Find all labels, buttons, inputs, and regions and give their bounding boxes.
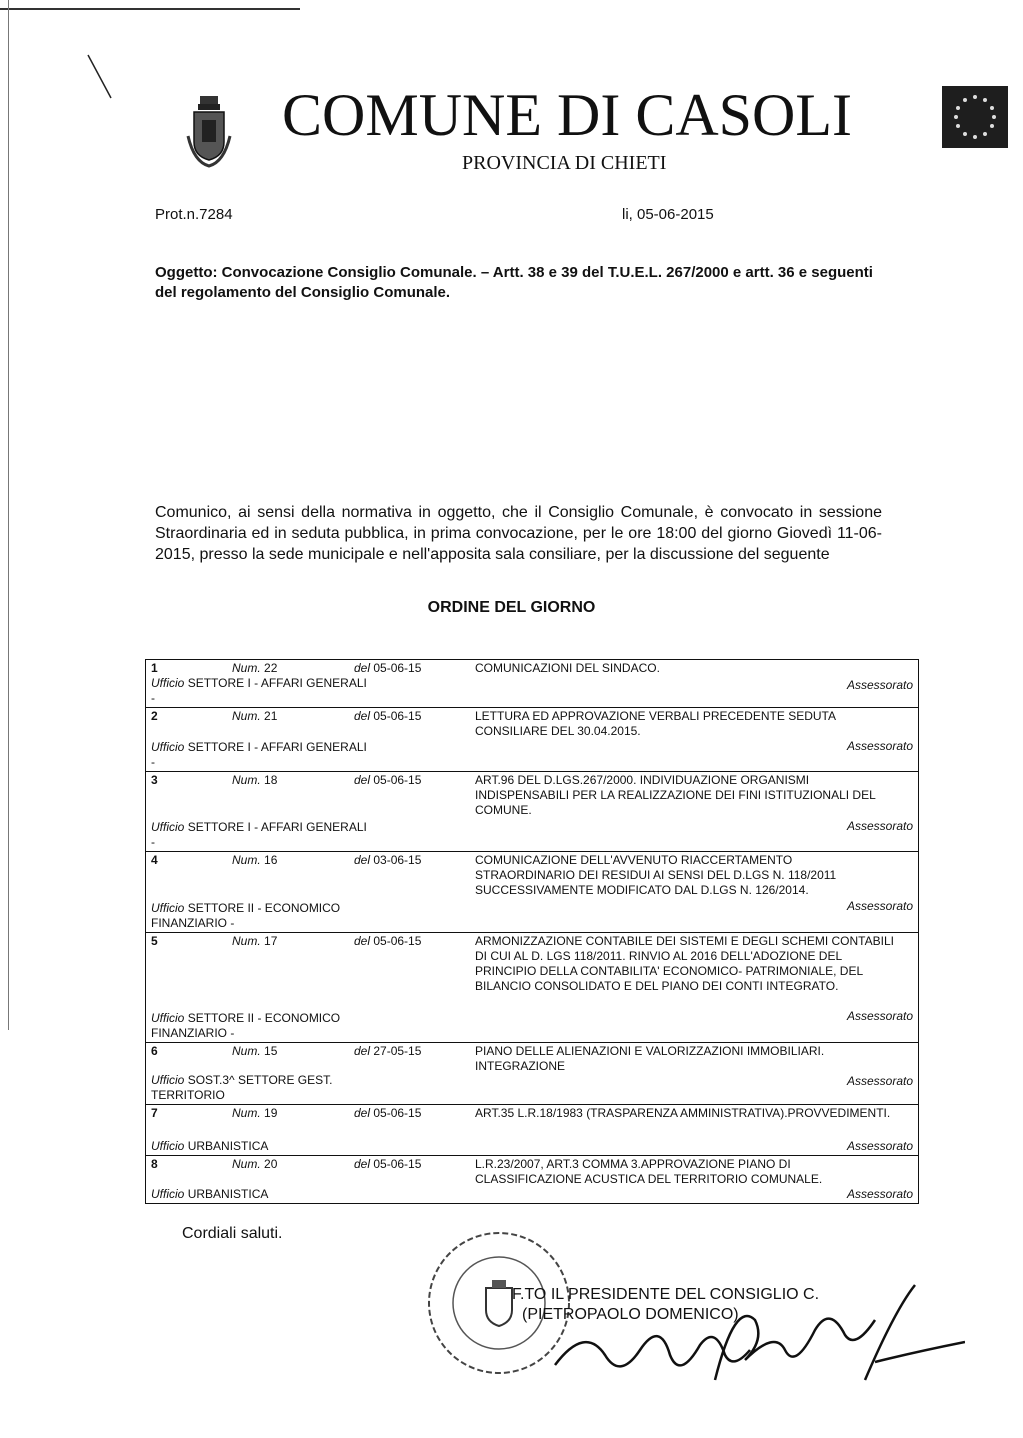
item-description: ART.96 DEL D.LGS.267/2000. INDIVIDUAZIONE ORGANISMI INDISPENSABILI PER LA REALIZZAZIONE DEI FINI ISTITUZIONALI DEL COMUNE.	[475, 773, 876, 817]
item-description: ART.35 L.R.18/1983 (TRASPARENZA AMMINISTRATIVA).PROVVEDIMENTI.	[475, 1106, 891, 1120]
office-value: SETTORE II - ECONOMICO FINANZIARIO -	[151, 1011, 341, 1040]
table-row	[146, 708, 918, 772]
office-label: Ufficio	[151, 901, 185, 915]
item-proposal-number	[232, 853, 277, 867]
del-label: del	[354, 1157, 371, 1171]
item-office	[151, 1011, 371, 1041]
del-value: 05-06-15	[373, 1106, 422, 1120]
item-number: 4	[151, 853, 158, 867]
item-office	[151, 820, 371, 850]
item-office	[151, 1187, 371, 1202]
item-date	[354, 1157, 421, 1171]
agenda-heading: ORDINE DEL GIORNO	[427, 599, 596, 616]
office-label: Ufficio	[151, 1011, 185, 1025]
num-label: Num.	[232, 1157, 261, 1171]
office-value: URBANISTICA	[187, 1187, 269, 1201]
item-proposal-number	[232, 661, 277, 675]
del-value: 05-06-15	[373, 661, 422, 675]
table-row	[146, 772, 918, 852]
num-value: 16	[264, 853, 278, 867]
table-row	[146, 933, 918, 1043]
item-assessorato: Assessorato	[846, 819, 913, 833]
municipal-crest-icon	[186, 96, 232, 172]
del-value: 05-06-15	[373, 1157, 422, 1171]
item-assessorato: Assessorato	[846, 739, 913, 753]
table-row	[146, 1043, 918, 1105]
table-row	[146, 852, 918, 933]
item-description: COMUNICAZIONI DEL SINDACO.	[475, 661, 660, 675]
num-value: 17	[264, 934, 278, 948]
scan-margin-line	[8, 0, 9, 1030]
office-value: SETTORE I - AFFARI GENERALI -	[151, 676, 367, 705]
agenda-table	[145, 659, 919, 1204]
del-label: del	[354, 661, 371, 675]
office-value: SETTORE I - AFFARI GENERALI -	[151, 740, 367, 769]
scan-edge-line	[0, 8, 300, 10]
table-row	[146, 1156, 918, 1204]
item-number: 2	[151, 709, 158, 723]
item-assessorato: Assessorato	[846, 1074, 913, 1088]
subject-line: Oggetto: Convocazione Consiglio Comunale. – Artt. 38 e 39 del T.U.E.L. 267/2000 e artt. 36 e seguenti del regolamento del Consiglio Comunale.	[155, 264, 873, 301]
num-value: 22	[264, 661, 278, 675]
item-date	[354, 709, 421, 723]
item-description: PIANO DELLE ALIENAZIONI E VALORIZZAZIONI IMMOBILIARI. INTEGRAZIONE	[475, 1044, 825, 1073]
num-value: 15	[264, 1044, 278, 1058]
body-paragraph: Comunico, ai sensi della normativa in oggetto, che il Consiglio Comunale, è convocato in sessione Straordinaria ed in seduta pubblica, in prima convocazione, per le ore 18:00 del giorno Giovedì 11-06-2015, presso la sede municipale e nell'apposita sala consiliare, per la discussione del seguente	[155, 504, 882, 563]
office-value: SETTORE I - AFFARI GENERALI -	[151, 820, 367, 849]
num-label: Num.	[232, 709, 261, 723]
item-date	[354, 1106, 421, 1120]
item-office	[151, 1139, 371, 1154]
del-label: del	[354, 1044, 371, 1058]
num-label: Num.	[232, 1044, 261, 1058]
office-label: Ufficio	[151, 740, 185, 754]
table-row	[146, 1105, 918, 1156]
item-office	[151, 740, 371, 770]
num-label: Num.	[232, 853, 261, 867]
table-row	[146, 660, 918, 708]
item-proposal-number	[232, 1044, 277, 1058]
item-proposal-number	[232, 709, 277, 723]
item-number: 3	[151, 773, 158, 787]
item-number: 7	[151, 1106, 158, 1120]
item-description: ARMONIZZAZIONE CONTABILE DEI SISTEMI E DEGLI SCHEMI CONTABILI DI CUI AL D. LGS 118/2011. RINVIO AL 2016 DELL'ADOZIONE DEL PRINCIPIO DELLA CONTABILITA' ECONOMICO- PATRIMONIALE, DEL BILANCIO CONSOLIDATO E DEL PIANO DEI CONTI INTEGRATO.	[475, 934, 894, 993]
num-label: Num.	[232, 661, 261, 675]
num-value: 18	[264, 773, 278, 787]
item-date	[354, 1044, 421, 1058]
item-date	[354, 773, 421, 787]
item-assessorato: Assessorato	[846, 1139, 913, 1153]
num-label: Num.	[232, 934, 261, 948]
office-value: URBANISTICA	[187, 1139, 269, 1153]
closing-greeting: Cordiali saluti.	[182, 1225, 283, 1242]
del-value: 03-06-15	[373, 853, 422, 867]
item-proposal-number	[232, 1106, 277, 1120]
item-date	[354, 853, 421, 867]
num-label: Num.	[232, 1106, 261, 1120]
document-subtitle: PROVINCIA DI CHIETI	[462, 152, 667, 174]
item-office	[151, 1073, 371, 1103]
item-assessorato: Assessorato	[846, 1009, 913, 1023]
item-assessorato: Assessorato	[846, 678, 913, 692]
office-label: Ufficio	[151, 676, 185, 690]
num-value: 20	[264, 1157, 278, 1171]
del-label: del	[354, 853, 371, 867]
item-assessorato: Assessorato	[846, 899, 913, 913]
handwritten-signature	[535, 1270, 965, 1390]
office-label: Ufficio	[151, 1073, 185, 1087]
del-label: del	[354, 934, 371, 948]
document-date: li, 05-06-2015	[622, 206, 714, 223]
item-number: 1	[151, 661, 158, 675]
item-office	[151, 901, 371, 931]
office-label: Ufficio	[151, 1187, 185, 1201]
item-proposal-number	[232, 934, 277, 948]
num-label: Num.	[232, 773, 261, 787]
item-date	[354, 661, 421, 675]
office-label: Ufficio	[151, 820, 185, 834]
office-value: SOST.3^ SETTORE GEST. TERRITORIO	[151, 1073, 333, 1102]
item-date	[354, 934, 421, 948]
num-value: 21	[264, 709, 278, 723]
signatory-name: (PIETROPAOLO DOMENICO)	[522, 1306, 739, 1323]
item-proposal-number	[232, 1157, 277, 1171]
del-value: 05-06-15	[373, 709, 422, 723]
num-value: 19	[264, 1106, 278, 1120]
item-description: COMUNICAZIONE DELL'AVVENUTO RIACCERTAMENTO STRAORDINARIO DEI RESIDUI AI SENSI DEL D.LGS N. 118/2011 SUCCESSIVAMENTE MODIFICATO DAL D.LGS N. 126/2014.	[475, 853, 837, 897]
item-description: LETTURA ED APPROVAZIONE VERBALI PRECEDENTE SEDUTA CONSILIARE DEL 30.04.2015.	[475, 709, 836, 738]
office-value: SETTORE II - ECONOMICO FINANZIARIO -	[151, 901, 341, 930]
item-number: 5	[151, 934, 158, 948]
scan-mark	[85, 52, 115, 102]
del-value: 05-06-15	[373, 773, 422, 787]
document-title: COMUNE DI CASOLI	[282, 82, 852, 148]
item-assessorato: Assessorato	[846, 1187, 913, 1201]
del-label: del	[354, 1106, 371, 1120]
item-office	[151, 676, 371, 706]
item-number: 8	[151, 1157, 158, 1171]
del-value: 05-06-15	[373, 934, 422, 948]
eu-flag-icon	[942, 86, 1008, 148]
protocol-number: Prot.n.7284	[155, 206, 233, 223]
item-number: 6	[151, 1044, 158, 1058]
office-label: Ufficio	[151, 1139, 185, 1153]
del-value: 27-05-15	[373, 1044, 422, 1058]
item-proposal-number	[232, 773, 277, 787]
del-label: del	[354, 773, 371, 787]
del-label: del	[354, 709, 371, 723]
item-description: L.R.23/2007, ART.3 COMMA 3.APPROVAZIONE PIANO DI CLASSIFICAZIONE ACUSTICA DEL TERRITORIO COMUNALE.	[475, 1157, 823, 1186]
signatory-title: F.TO IL PRESIDENTE DEL CONSIGLIO C.	[512, 1286, 820, 1303]
